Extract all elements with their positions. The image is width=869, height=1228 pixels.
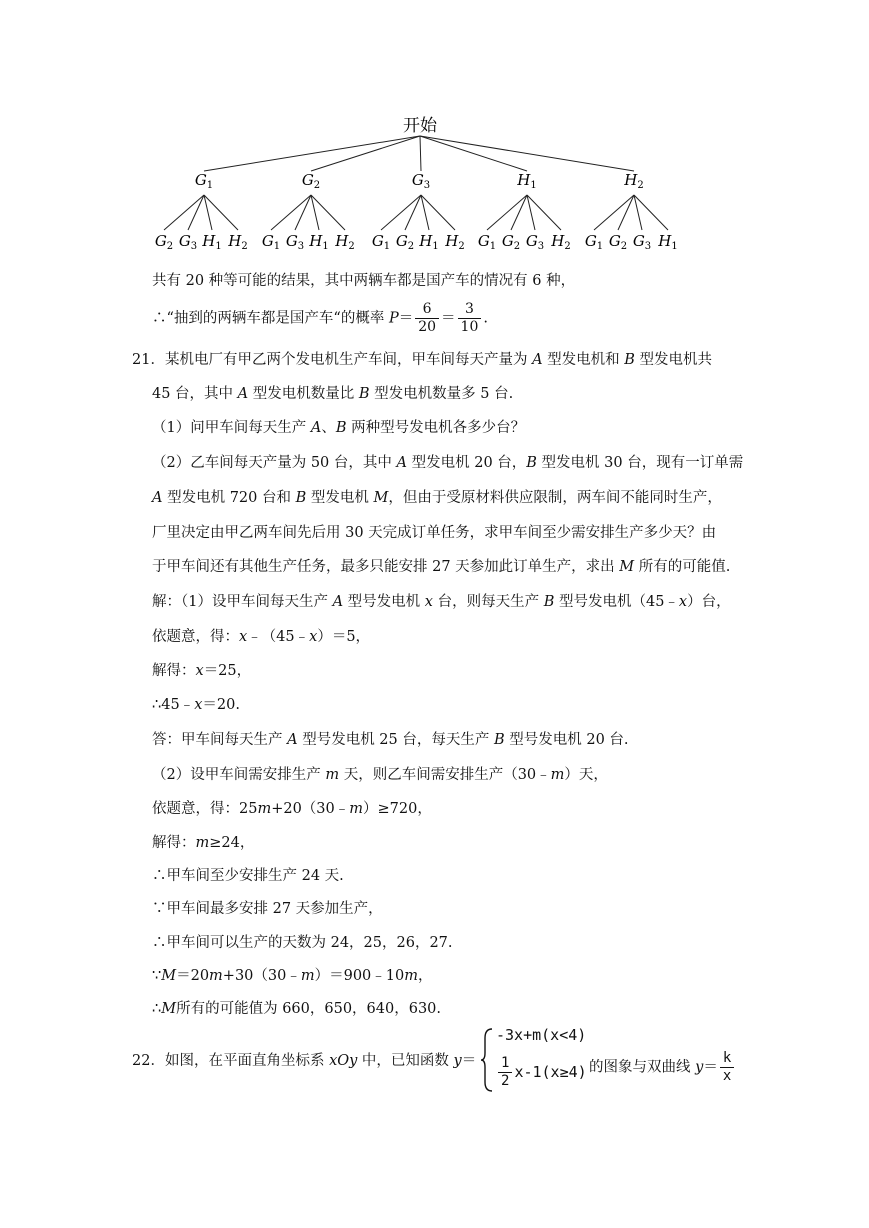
piecewise-case-2: $\frac{1}{2}$ x-1(x≥4) [496, 1055, 587, 1090]
tree-edge-root-4 [420, 136, 634, 171]
tree-edge-4-0 [594, 195, 634, 230]
probability-tree-diagram [0, 0, 869, 270]
q22-stem-continued: 的图象与双曲线 y＝ $\frac{k}{x}$ [589, 1050, 736, 1085]
tree-leaf-g1: $G_1$ [261, 232, 281, 252]
tree-node-h2: $H_2$ [624, 171, 644, 191]
tree-edge-0-0 [164, 195, 204, 230]
q21-solution-line-13: ∴M所有的可能值为 660，650，640，630. [152, 1001, 442, 1017]
tree-edge-root-3 [420, 136, 527, 171]
q21-part-2-line-2: A 型发电机 720 台和 B 型发电机 M，但由于受原材料供应限制，两车间不能同时生产， [152, 490, 722, 506]
fraction-k-x: $\frac{k}{x}$ [720, 1050, 734, 1085]
tree-leaf-h2: $H_2$ [228, 232, 248, 252]
tree-node-g1: $G_1$ [194, 171, 214, 191]
q21-solution-line-1: 解：（1）设甲车间每天生产 A 型号发电机 x 台，则每天生产 B 型号发电机（45﹣x）台， [152, 594, 731, 610]
q21-solution-line-4: ∴45﹣x＝20. [152, 697, 240, 713]
tree-edge-2-3 [421, 195, 455, 230]
q21-solution-line-2: 依题意，得：x﹣（45﹣x）＝5， [152, 629, 371, 645]
q21-part-2-line-4: 于甲车间还有其他生产任务，最多只能安排 27 天参加此订单生产，求出 M 所有的可能值. [152, 559, 731, 575]
piecewise-case-1: -3x+m(x<4) [496, 1026, 587, 1044]
tree-edge-root-2 [420, 136, 421, 171]
tree-edge-3-1 [511, 195, 527, 230]
tree-edge-3-3 [527, 195, 561, 230]
tree-edge-0-1 [188, 195, 204, 230]
tree-leaf-h1: $H_1$ [658, 232, 678, 252]
tree-leaf-h2: $H_2$ [445, 232, 465, 252]
tree-edge-4-1 [618, 195, 634, 230]
q21-part-2-line-1: （2）乙车间每天产量为 50 台，其中 A 型发电机 20 台，B 型发电机 30 台，现有一订单需 [152, 455, 744, 471]
tree-edge-1-1 [295, 195, 311, 230]
q21-solution-line-8: 解得：m≥24， [152, 835, 255, 851]
tree-edge-1-2 [311, 195, 319, 230]
tree-edge-3-2 [527, 195, 535, 230]
fraction-1-2: $\frac{1}{2}$ [498, 1055, 512, 1090]
q21-solution-line-10: ∵甲车间最多安排 27 天参加生产， [152, 901, 383, 917]
tree-node-g2: $G_2$ [301, 171, 321, 191]
tree-edge-root-1 [311, 136, 420, 171]
q21-solution-line-11: ∴甲车间可以生产的天数为 24，25，26，27. [152, 935, 453, 951]
q21-solution-line-7: 依题意，得：25m+20（30﹣m）≥720， [152, 801, 432, 817]
tree-node-h1: $H_1$ [517, 171, 537, 191]
q21-part-2-line-3: 厂里决定由甲乙两车间先后用 30 天完成订单任务，求甲车间至少需安排生产多少天？由 [152, 525, 717, 541]
q21-solution-line-3: 解得：x＝25， [152, 663, 252, 679]
tree-leaf-g2: $G_2$ [395, 232, 415, 252]
tree-edge-0-3 [204, 195, 238, 230]
tree-edge-4-2 [634, 195, 642, 230]
q20-summary: 共有 20 种等可能的结果，其中两辆车都是国产车的情况有 6 种， [152, 273, 576, 289]
tree-node-g3: $G_3$ [411, 171, 431, 191]
q21-part-1: （1）问甲车间每天生产 A、B 两种型号发电机各多少台？ [152, 420, 526, 436]
tree-edge-1-3 [311, 195, 345, 230]
q21-stem-line-2: 45 台，其中 A 型发电机数量比 B 型发电机数量多 5 台. [152, 386, 514, 402]
piecewise-brace [479, 1026, 495, 1094]
tree-edge-root-0 [204, 136, 420, 171]
tree-leaf-g2: $G_2$ [608, 232, 628, 252]
tree-edge-2-0 [381, 195, 421, 230]
fraction-6-20: $\frac{6}{20}$ [415, 301, 439, 336]
q21-solution-line-9: ∴甲车间至少安排生产 24 天. [152, 868, 344, 884]
tree-leaf-g1: $G_1$ [477, 232, 497, 252]
tree-leaf-h2: $H_2$ [335, 232, 355, 252]
q21-solution-line-5: 答：甲车间每天生产 A 型号发电机 25 台，每天生产 B 型号发电机 20 台. [152, 732, 629, 748]
tree-leaf-g3: $G_3$ [632, 232, 652, 252]
tree-leaf-g2: $G_2$ [501, 232, 521, 252]
tree-root-label: 开始 [403, 116, 437, 136]
tree-edge-2-2 [421, 195, 429, 230]
q20-probability: ∴“抽到的两辆车都是国产车“的概率 P＝ $\frac{6}{20}$ ＝ $\frac{3}{10}$ . [152, 301, 488, 335]
tree-leaf-g3: $G_3$ [525, 232, 545, 252]
tree-leaf-g3: $G_3$ [285, 232, 305, 252]
q21-solution-line-6: （2）设甲车间需安排生产 m 天，则乙车间需安排生产（30﹣m）天， [152, 767, 608, 783]
fraction-3-10: $\frac{3}{10}$ [458, 301, 482, 336]
tree-leaf-g1: $G_1$ [371, 232, 391, 252]
tree-leaf-g1: $G_1$ [584, 232, 604, 252]
tree-leaf-g3: $G_3$ [178, 232, 198, 252]
tree-leaf-h1: $H_1$ [419, 232, 439, 252]
tree-edge-2-1 [405, 195, 421, 230]
tree-leaf-g2: $G_2$ [154, 232, 174, 252]
tree-edge-4-3 [634, 195, 668, 230]
tree-edge-0-2 [204, 195, 212, 230]
tree-edge-1-0 [271, 195, 311, 230]
q21-solution-line-12: ∵M＝20m+30（30﹣m）＝900﹣10m， [152, 968, 433, 984]
tree-edge-3-0 [487, 195, 527, 230]
tree-leaf-h1: $H_1$ [309, 232, 329, 252]
q21-stem-line-1: 21．某机电厂有甲乙两个发电机生产车间，甲车间每天产量为 A 型发电机和 B 型发电机共 [132, 352, 713, 368]
q22-stem: 22．如图，在平面直角坐标系 xOy 中，已知函数 y＝ [132, 1053, 477, 1069]
tree-leaf-h2: $H_2$ [551, 232, 571, 252]
tree-leaf-h1: $H_1$ [202, 232, 222, 252]
